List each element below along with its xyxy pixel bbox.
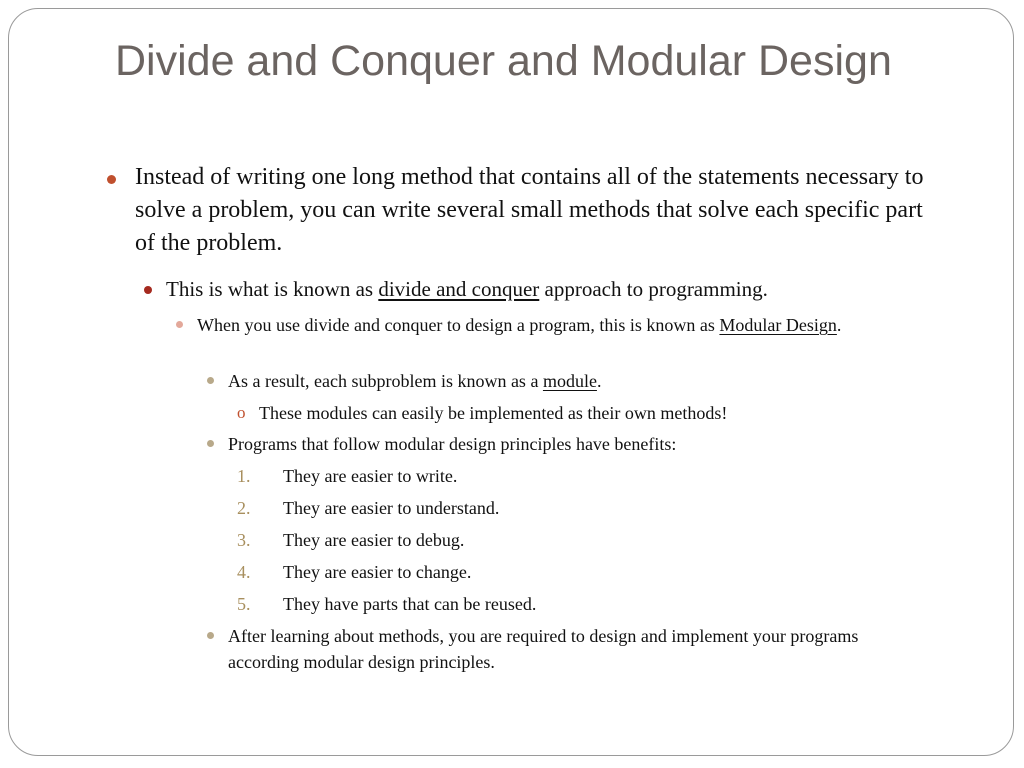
modular-design-term: Modular Design [719,315,837,335]
benefit-number: 5. [237,594,251,614]
circle-bullet-icon: o [237,403,246,422]
round-bullet-icon [207,440,214,447]
slide-title: Divide and Conquer and Modular Design [115,37,892,85]
bullet-level1 [135,161,945,260]
bullet-level2-pre: This is what is known as [166,277,379,301]
round-bullet-icon [207,377,214,384]
bullet-level2-post: approach to programming. [539,277,768,301]
bullet-result-pre: As a result, each subproblem is known as a [228,371,543,391]
bullet-level3 [197,312,917,338]
round-bullet-icon [176,321,183,328]
bullet-closing-text: After learning about methods, you are required to design and implement your programs according modular design principles. [228,626,859,672]
bullet-level1-text: Instead of writing one long method that contains all of the statements necessary to solve a problem, you can write several small methods that solve each specific part of the problem. [135,164,924,256]
benefits-intro-text: Programs that follow modular design principles have benefits: [228,434,677,454]
bullet-level3-post: . [836,315,842,335]
benefit-text: They are easier to debug. [283,530,465,550]
bullet-sub-note [237,400,919,426]
benefit-item [237,495,903,521]
bullet-level3-pre: When you use divide and conquer to design a program, this is known as [197,315,720,335]
benefit-number: 3. [237,530,251,550]
benefit-text: They have parts that can be reused. [283,594,537,614]
bullet-closing [228,623,918,675]
bullet-result-post: . [596,371,602,391]
benefit-text: They are easier to understand. [283,498,500,518]
benefit-text: They are easier to write. [283,466,458,486]
round-bullet-icon [107,175,116,184]
benefit-number: 2. [237,498,251,518]
benefit-item [237,559,903,585]
benefit-text: They are easier to change. [283,562,472,582]
benefit-number: 4. [237,562,251,582]
benefit-item [237,463,903,489]
round-bullet-icon [207,632,214,639]
round-bullet-icon [144,286,152,294]
bullet-sub-note-text: These modules can easily be implemented as their own methods! [259,403,728,423]
bullet-level2 [166,275,926,303]
benefit-item [237,591,903,617]
divide-and-conquer-term: divide and conquer [378,277,540,301]
benefit-item [237,527,903,553]
module-term: module [542,371,597,391]
bullet-benefits-intro [228,431,918,457]
bullet-result [228,368,918,394]
benefit-number: 1. [237,466,251,486]
